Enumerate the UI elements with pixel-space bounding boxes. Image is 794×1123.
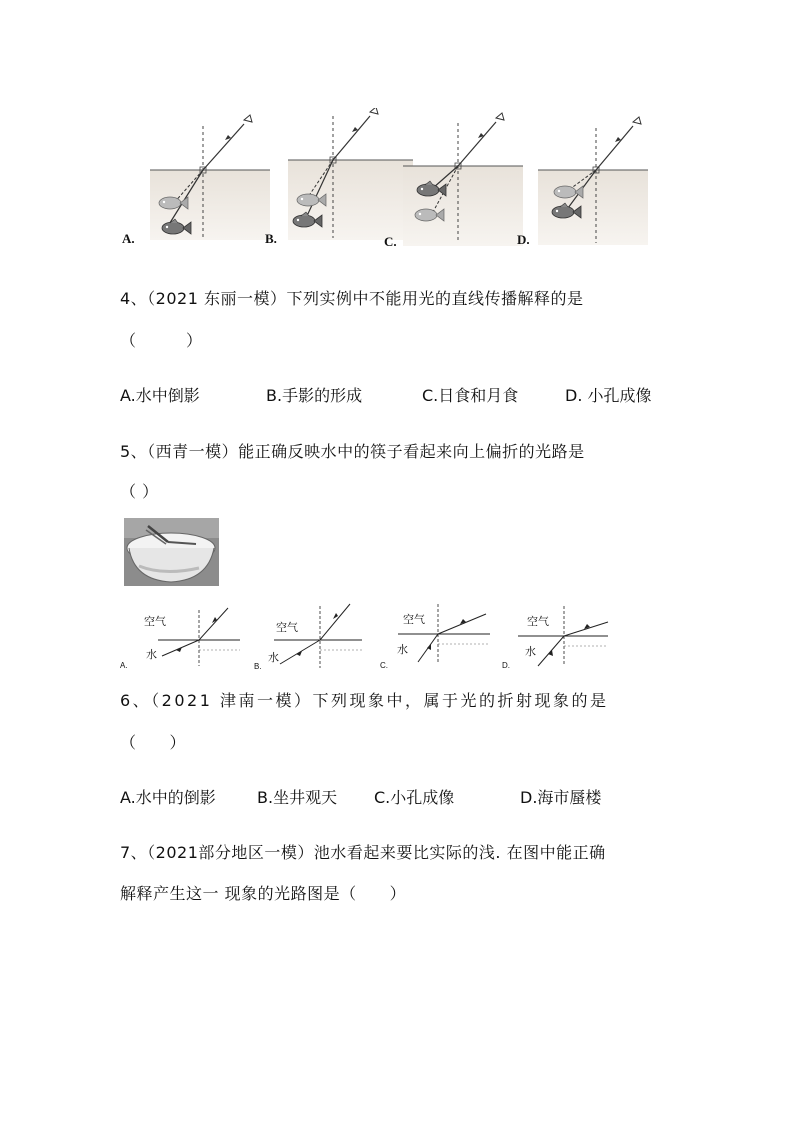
fish-label-d: D. (517, 232, 530, 247)
fish-label-b: B. (265, 231, 277, 246)
q5-b-air-label: 空气 (276, 621, 298, 634)
q6-blank[interactable]: （ ） (120, 733, 187, 752)
q4-option-b[interactable]: B.手影的形成 (266, 386, 363, 405)
q6-option-c[interactable]: C.小孔成像 (374, 788, 455, 807)
q5-blank[interactable]: （ ） (120, 482, 159, 501)
q7-stem-line1: 7、（2021部分地区一模）池水看起来要比实际的浅. 在图中能正确 (120, 843, 606, 862)
q4-option-d[interactable]: D. 小孔成像 (565, 386, 652, 405)
q6-option-d[interactable]: D.海市蜃楼 (520, 788, 602, 807)
chopstick-bowl-photo (124, 518, 219, 586)
q6-option-a[interactable]: A.水中的倒影 (120, 788, 216, 807)
q7-stem-line2: 解释产生这一 现象的光路图是（ ） (120, 884, 407, 903)
q4-option-c[interactable]: C.日食和月食 (422, 386, 519, 405)
q5-a-water-label: 水 (146, 648, 157, 661)
q5-c-label: C. (380, 661, 388, 670)
q5-c-air-label: 空气 (403, 613, 425, 626)
q5-diagram-a (158, 608, 240, 666)
q5-d-label: D. (502, 661, 510, 670)
fish-panel-a (150, 115, 270, 240)
q5-diagrams (118, 596, 618, 676)
fish-panel-b (288, 108, 413, 240)
q5-b-water-label: 水 (268, 651, 279, 664)
q5-a-label: A. (120, 661, 128, 670)
fish-label-c: C. (384, 234, 397, 249)
q5-a-air-label: 空气 (144, 615, 166, 628)
q5-d-water-label: 水 (525, 645, 536, 658)
fish-panel-c (403, 113, 523, 246)
q6-stem: 6、（2021 津南一模）下列现象中，属于光的折射现象的是 (120, 691, 609, 710)
fish-panel-d (538, 117, 648, 245)
q4-stem: 4、（2021 东丽一模）下列实例中不能用光的直线传播解释的是 (120, 289, 584, 308)
fish-label-a: A. (122, 231, 135, 246)
q5-d-air-label: 空气 (527, 615, 549, 628)
q6-option-b[interactable]: B.坐井观天 (257, 788, 338, 807)
q4-blank[interactable]: （ ） (120, 331, 203, 350)
q5-stem: 5、（西青一模）能正确反映水中的筷子看起来向上偏折的光路是 (120, 442, 585, 461)
q5-diagram-b (274, 604, 362, 668)
fish-refraction-figure (118, 108, 658, 253)
q5-b-label: B. (254, 662, 262, 671)
q5-c-water-label: 水 (397, 643, 408, 656)
q4-option-a[interactable]: A.水中倒影 (120, 386, 200, 405)
